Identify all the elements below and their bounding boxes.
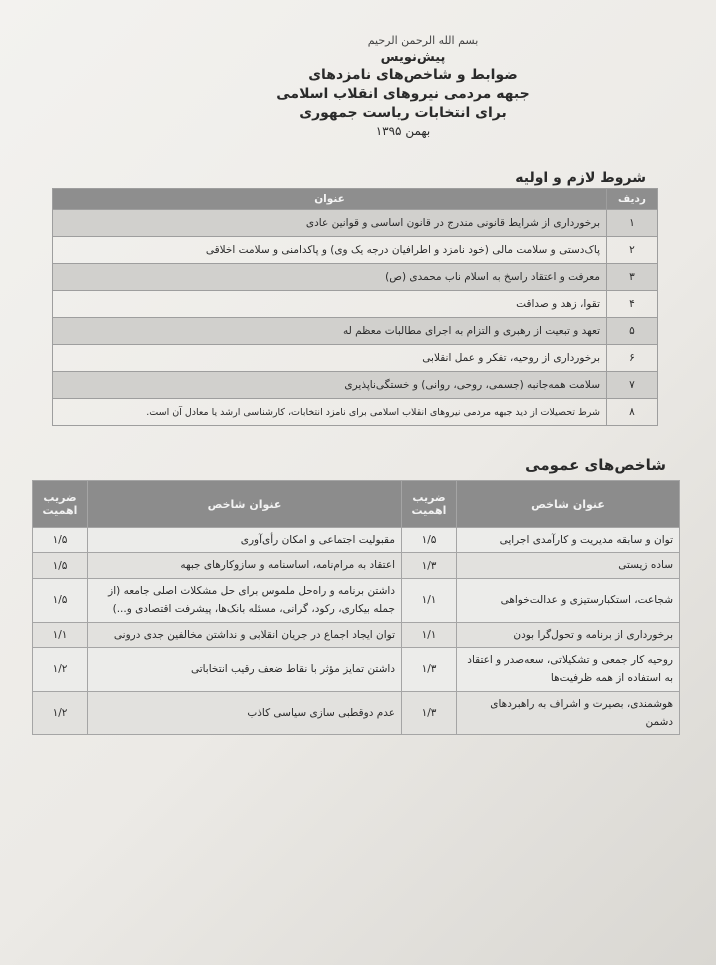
coef-left: ۱/۵ xyxy=(33,578,88,622)
row-text: معرفت و اعتقاد راسخ به اسلام ناب محمدی (ص) xyxy=(53,264,607,291)
coef-left: ۱/۵ xyxy=(33,553,88,578)
row-text: سلامت همه‌جانبه (جسمی، روحی، روانی) و خستگی‌ناپذیری xyxy=(53,372,607,399)
indicators-header-row xyxy=(33,481,680,528)
table-row xyxy=(33,691,680,735)
row-number: ۶ xyxy=(607,345,658,372)
radif-header: ردیف xyxy=(607,189,658,210)
indicator-right: برخورداری از برنامه و تحول‌گرا بودن xyxy=(457,622,680,647)
table-row xyxy=(33,528,680,553)
table-row xyxy=(33,622,680,647)
indicator-left: داشتن برنامه و راه‌حل ملموس برای حل مشکلات اصلی جامعه (از جمله بیکاری، رکود، گرانی، مسئله بانک‌ها، پیشرفت اقتصادی و...) xyxy=(88,578,402,622)
row-text: تعهد و تبعیت از رهبری و التزام به اجرای مطالبات معظم له xyxy=(53,318,607,345)
table-row xyxy=(53,210,658,237)
coef-right: ۱/۱ xyxy=(402,578,457,622)
table-row xyxy=(53,318,658,345)
coef-right: ۱/۳ xyxy=(402,691,457,735)
requirements-header-row xyxy=(53,189,658,210)
indicator-left: مقبولیت اجتماعی و امکان رأی‌آوری xyxy=(88,528,402,553)
table-row xyxy=(33,578,680,622)
row-number: ۱ xyxy=(607,210,658,237)
table-row xyxy=(53,372,658,399)
coef-header-left: ضریب اهمیت xyxy=(33,481,88,528)
row-number: ۴ xyxy=(607,291,658,318)
indicator-title-header-right: عنوان شاخص xyxy=(457,481,680,528)
requirements-table xyxy=(52,188,658,426)
row-number: ۳ xyxy=(607,264,658,291)
indicator-right: توان و سابقه مدیریت و کارآمدی اجرایی xyxy=(457,528,680,553)
row-text: پاک‌دستی و سلامت مالی (خود نامزد و اطرافیان درجه یک وی) و پاکدامنی و سلامت اخلاقی xyxy=(53,237,607,264)
section-title-requirements: شروط لازم و اولیه xyxy=(515,170,646,186)
coef-header-right: ضریب اهمیت xyxy=(402,481,457,528)
row-text: شرط تحصیلات از دید جبهه مردمی نیروهای انقلاب اسلامی برای نامزد انتخابات، کارشناسی ارشد یا معادل آن است. xyxy=(53,399,607,426)
coef-left: ۱/۱ xyxy=(33,622,88,647)
indicator-right: شجاعت، استکبارستیزی و عدالت‌خواهی xyxy=(457,578,680,622)
document-header xyxy=(0,34,716,139)
title-line-criteria: ضوابط و شاخص‌های نامزدهای xyxy=(308,67,518,84)
table-row xyxy=(53,237,658,264)
coef-right: ۱/۵ xyxy=(402,528,457,553)
coef-left: ۱/۲ xyxy=(33,647,88,691)
indicator-right: ساده زیستی xyxy=(457,553,680,578)
title-line-front: جبهه مردمی نیروهای انقلاب اسلامی xyxy=(276,86,530,103)
coef-left: ۱/۲ xyxy=(33,691,88,735)
row-text: برخورداری از روحیه، تفکر و عمل انقلابی xyxy=(53,345,607,372)
indicator-title-header-left: عنوان شاخص xyxy=(88,481,402,528)
row-number: ۵ xyxy=(607,318,658,345)
table-row xyxy=(53,345,658,372)
coef-right: ۱/۳ xyxy=(402,553,457,578)
document-date: بهمن ۱۳۹۵ xyxy=(375,124,431,139)
table-row xyxy=(33,553,680,578)
indicator-left: اعتقاد به مرام‌نامه، اساسنامه و سازوکارهای جبهه xyxy=(88,553,402,578)
indicator-left: توان ایجاد اجماع در جریان انقلابی و نداشتن مخالفین جدی درونی xyxy=(88,622,402,647)
table-row xyxy=(53,264,658,291)
general-indicators-table xyxy=(32,480,680,735)
coef-right: ۱/۱ xyxy=(402,622,457,647)
row-number: ۸ xyxy=(607,399,658,426)
indicator-left: عدم دوقطبی سازی سیاسی کاذب xyxy=(88,691,402,735)
coef-right: ۱/۳ xyxy=(402,647,457,691)
table-row xyxy=(53,291,658,318)
coef-left: ۱/۵ xyxy=(33,528,88,553)
table-row xyxy=(53,399,658,426)
row-text: تقوا، زهد و صداقت xyxy=(53,291,607,318)
row-number: ۲ xyxy=(607,237,658,264)
bismillah: بسم الله الرحمن الرحیم xyxy=(367,34,479,47)
row-number: ۷ xyxy=(607,372,658,399)
indicator-right: هوشمندی، بصیرت و اشراف به راهبردهای دشمن xyxy=(457,691,680,735)
title-header: عنوان xyxy=(53,189,607,210)
table-row xyxy=(33,647,680,691)
indicator-right: روحیه کار جمعی و تشکیلاتی، سعه‌صدر و اعتقاد به استفاده از همه ظرفیت‌ها xyxy=(457,647,680,691)
draft-label: پیش‌نویس xyxy=(380,49,446,65)
title-line-election: برای انتخابات ریاست جمهوری xyxy=(299,105,507,122)
row-text: برخورداری از شرایط قانونی مندرج در قانون اساسی و قوانین عادی xyxy=(53,210,607,237)
indicator-left: داشتن تمایز مؤثر با نقاط ضعف رقیب انتخاباتی xyxy=(88,647,402,691)
section-title-general-indicators: شاخص‌های عمومی xyxy=(525,456,666,474)
